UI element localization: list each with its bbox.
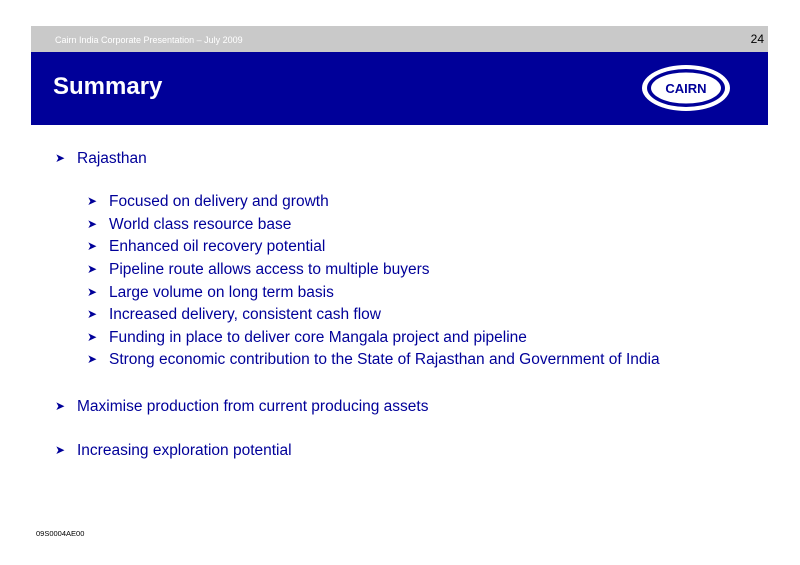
bullet-text: Large volume on long term basis [109, 284, 334, 301]
presentation-subtitle: Cairn India Corporate Presentation – July 2009 [55, 35, 243, 45]
header-strip [31, 26, 768, 52]
bullet-text: Enhanced oil recovery potential [109, 238, 326, 255]
sub-bullet-item [87, 193, 329, 211]
cairn-logo-icon [640, 63, 732, 113]
sub-bullet-item [87, 306, 381, 324]
arrow-bullet-icon: ➤ [87, 262, 98, 276]
arrow-bullet-icon: ➤ [87, 352, 98, 366]
arrow-bullet-icon: ➤ [87, 239, 98, 253]
bullet-text: Pipeline route allows access to multiple buyers [109, 261, 430, 278]
bullet-text: Strong economic contribution to the State of Rajasthan and Government of India [109, 351, 660, 368]
bullet-item [55, 398, 428, 416]
bullet-text: Rajasthan [77, 150, 147, 167]
document-code: 09S0004AE00 [36, 529, 85, 538]
sub-bullet-item [87, 216, 291, 234]
bullet-item [55, 150, 147, 168]
logo-text: CAIRN [665, 81, 707, 96]
sub-bullet-item [87, 329, 527, 347]
bullet-text: Focused on delivery and growth [109, 193, 329, 210]
arrow-bullet-icon: ➤ [55, 399, 66, 413]
sub-bullet-item [87, 238, 325, 256]
bullet-item [55, 442, 292, 460]
bullet-text: Maximise production from current producing assets [77, 398, 429, 415]
arrow-bullet-icon: ➤ [87, 285, 98, 299]
bullet-text: Increased delivery, consistent cash flow [109, 306, 381, 323]
arrow-bullet-icon: ➤ [87, 307, 98, 321]
arrow-bullet-icon: ➤ [87, 217, 98, 231]
slide-title: Summary [53, 73, 163, 100]
bullet-text: Funding in place to deliver core Mangala project and pipeline [109, 329, 527, 346]
arrow-bullet-icon: ➤ [87, 194, 98, 208]
sub-bullet-item [87, 351, 660, 369]
arrow-bullet-icon: ➤ [87, 330, 98, 344]
arrow-bullet-icon: ➤ [55, 151, 66, 165]
arrow-bullet-icon: ➤ [55, 443, 66, 457]
sub-bullet-item [87, 261, 430, 279]
sub-bullet-item [87, 284, 334, 302]
bullet-text: Increasing exploration potential [77, 442, 292, 459]
page-number: 24 [750, 32, 764, 46]
bullet-text: World class resource base [109, 216, 292, 233]
